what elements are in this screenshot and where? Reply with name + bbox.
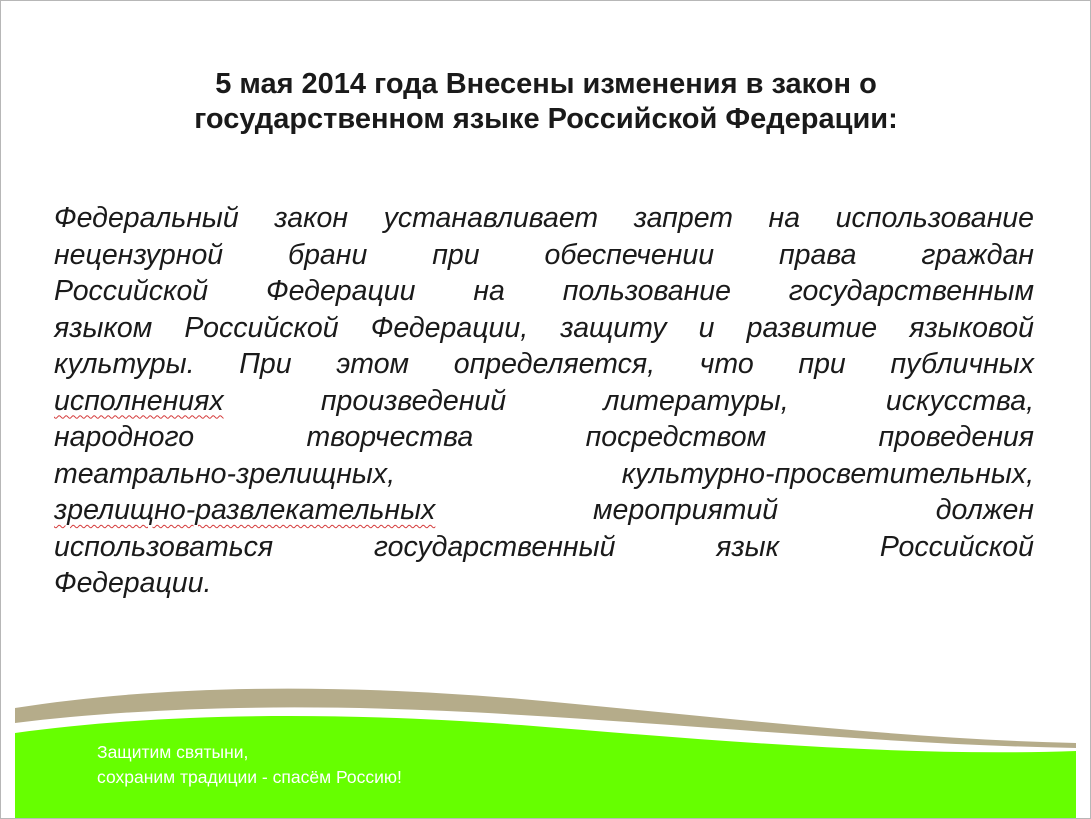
body-paragraph: [54, 200, 1034, 602]
title-line-2: государственном языке Российской Федерации:: [194, 103, 898, 135]
body-line-with-spellcheck: [54, 383, 1034, 420]
slogan-line-1: Защитим святыни,: [97, 742, 249, 762]
body-line: Федеральный закон устанавливает запрет на использование: [54, 202, 1034, 234]
body-line: использоваться государственный язык Российской: [54, 530, 1034, 563]
body-line-with-spellcheck: [54, 492, 1034, 529]
spellcheck-word: зрелищно-развлекательных: [54, 494, 436, 526]
slogan-line-2: сохраним традиции - спасём Россию!: [97, 767, 402, 787]
body-line-rest: мероприятий должен: [435, 494, 1034, 526]
body-line: культуры. При этом определяется, что при публичных: [54, 348, 1034, 380]
title-line-1: 5 мая 2014 года Внесены изменения в закон о: [215, 68, 877, 100]
spellcheck-word: исполнениях: [54, 384, 224, 417]
body-line: народного творчества посредством проведения: [54, 421, 1034, 453]
footer-slogan: [97, 740, 402, 790]
body-line: нецензурной брани при обеспечении права граждан: [54, 238, 1034, 271]
body-line: языком Российской Федерации, защиту и развитие языковой: [54, 311, 1034, 344]
body-line-last: Федерации.: [54, 567, 212, 599]
slide-title: [41, 67, 1051, 137]
body-line: театрально-зрелищных, культурно-просветительных,: [54, 457, 1034, 490]
body-line-rest: произведений литературы, искусства,: [223, 384, 1034, 417]
body-line: Российской Федерации на пользование государственным: [54, 275, 1034, 307]
